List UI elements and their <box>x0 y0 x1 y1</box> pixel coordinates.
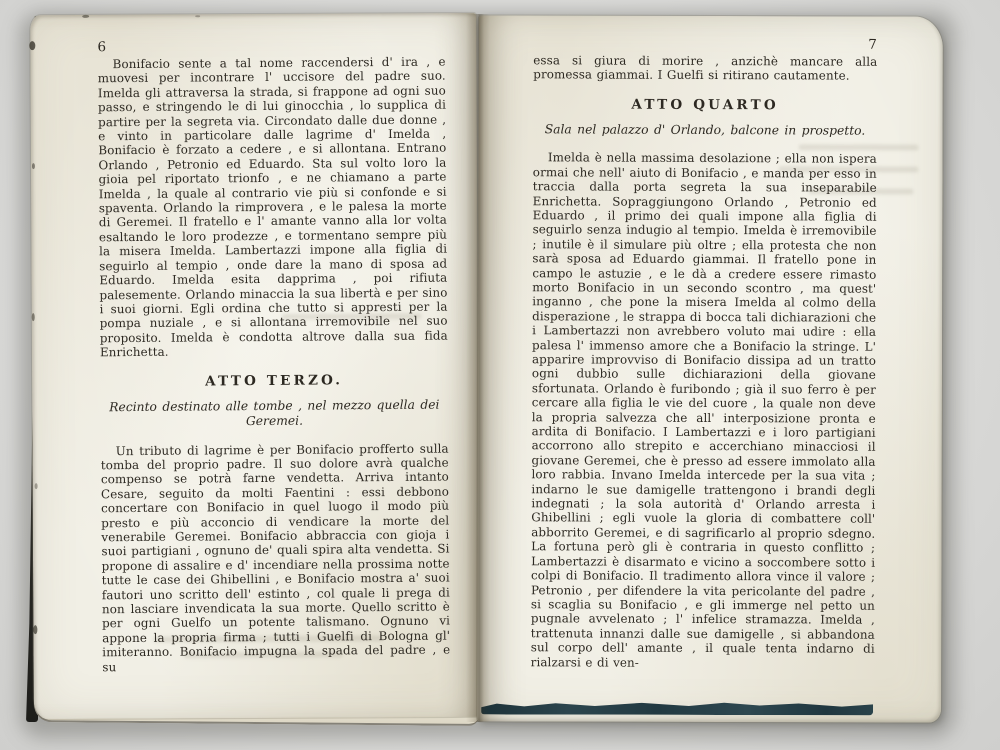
body-paragraph: Imelda è nella massima desolazione ; ella non ispera ormai che nell' aiuto di Bonifacio , e manda per esso in traccia dalla porta segreta la sua inseparabile Enrichetta. Sopraggiungono Orlando , Petronio ed Eduardo , il primo dei quali impone alla figlia di seguirlo senza indugio al tempio. Imelda è irremovibile ; inutile è il simulare più oltre ; ella protesta che non sarà sposa ad Eduardo giammai. Il fratello pone in campo le astuzie , e le dà a credere essere rimasto morto Bonifacio in un secondo scontro , ma quest' inganno , che pone la misera Imelda al colmo della disperazione , le strappa di bocca tali dichiarazioni che i Lambertazzi non avrebbero voluto mai udire : ella palesa l' immenso amore che a Bonifacio la stringe. L' apparire improvviso di Bonifacio dissipa ad un tratto ogni dubbio sulle dichiarazioni della giovane sfortunata. Orlando è furibondo ; già il suo ferro è per cercare alla figlia le vie del cuore , la quale non deve la propria salvezza che all' interposizione pronta e ardita di Bonifacio. I Lambertazzi e i loro partigiani accorrono allo strepito e accerchiano minacciosi il giovane Geremei, che è presso ad essere immolato alla loro rabbia. Invano Imelda intercede per la sua vita ; indarno le sue damigelle trattengono i brandi degli indegnati ; la sola autorità d' Orlando arresta i Ghibellini ; egli vuole la gloria di combattere coll' abborrito Geremei, e di sagrificarlo al proprio sdegno. La fortuna però gli è contraria in questo conflitto ; Lambertazzi è disarmato e vicino a soccombere sotto i colpi di Bonifacio. Il tradimento allora vince il valore ; Petronio , per difendere la vita pericolante del padre , si scaglia su Bonifacio , e gli immerge nel petto un pugnale avvelenato ; l' infelice stramazza. Imelda , trattenuta innanzi dalle sue damigelle , si abbandona sul corpo dell' amante , il quale tenta indarno di rialzarsi e di ven- <box>530 150 877 670</box>
left-page <box>30 13 480 719</box>
edge-speck <box>32 163 35 169</box>
act-heading: ATTO TERZO. <box>205 371 344 389</box>
act-heading: ATTO QUARTO <box>631 96 779 114</box>
left-page-text-block <box>97 37 450 675</box>
edge-speck <box>82 15 89 18</box>
body-paragraph: Un tributo di lagrime è per Bonifacio profferto sulla tomba del proprio padre. Il suo dolore avrà qualche compenso se potrà farne vendetta. Arriva intanto Cesare, seguito da molti Faentini : essi debbono concertare con Bonifacio in quel luogo il modo più presto e più acconcio di vendicare la morte del venerabile Geremei. Bonifacio abbraccia con gioja i suoi partigiani , ognuno de' quali spira alta vendetta. Si propone di assalire e d' incendiare nella prossima notte tutte le case dei Ghibellini , e Bonifacio mostra a' suoi fautori uno scritto dell' estinto , col quale li prega di non lasciare invendicata la sua morte. Quello scritto è per ogni Guelfo un potente talismano. Ognuno vi appone la propria firma ; tutti i Guelfi di Bologna gl' imiteranno. Bonifacio impugna la spada del padre , e su <box>100 441 451 674</box>
body-paragraph: essa si giura di morire , anzichè mancare alla promessa giammai. I Guelfi si ritirano cautamente. <box>533 53 878 84</box>
sprinkled-fore-edge <box>481 699 873 715</box>
right-page-text-block <box>531 35 878 670</box>
page-number: 6 <box>97 39 107 56</box>
edge-speck <box>35 483 38 489</box>
right-page <box>477 15 943 722</box>
scene-description: Recinto destinato alle tombe , nel mezzo quella dei Geremei. <box>109 397 440 429</box>
edge-speck <box>32 313 35 321</box>
edge-speck <box>29 41 35 50</box>
edge-speck <box>195 15 200 17</box>
scene-description: Sala nel palazzo d' Orlando, balcone in prospetto. <box>544 122 866 138</box>
body-paragraph: Bonifacio sente a tal nome raccendersi d' ira , e muovesi per incontrare l' uccisore del padre suo. Imelda gli attraversa la strada, si frappone ad ogni suo passo, e stringendo le di lui ginocchia , lo supplica di partire per la segreta via. Circondato dalle due donne , e vinto in particolare dalle lagrime d' Imelda , Bonifacio è forzato a cedere , e si allontana. Entrano Orlando , Petronio ed Eduardo. Sta sul volto loro la gioia pel riportato trionfo , e ne chiamano a parte Imelda , la quale al contrario vie più si confonde e si spaventa. Orlando la rimprovera , e le palesa la morte di Geremei. Il fratello e l' amante vanno alla lor volta esaltando le loro prodezze , e tormentano sempre più la misera Imelda. Lambertazzi impone alla figlia di seguirlo al tempio , onde dare la mano di sposa ad Eduardo. Imelda esita dapprima , poi rifiuta palesemente. Orlando minaccia la sua libertà e per sino i suoi giorni. Egli ordina che tutto si appresti per la pompa nuziale , e si allontana irremovibile nel suo proposito. Imelda è condotta altrove dalla sua fida Enrichetta. <box>97 54 448 360</box>
page-number: 7 <box>868 36 878 53</box>
edge-speck <box>33 625 37 634</box>
